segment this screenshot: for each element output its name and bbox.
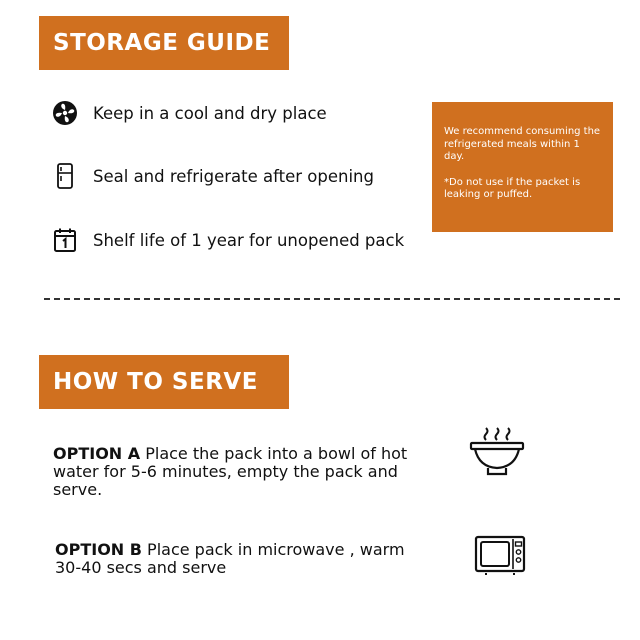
option-text: Place the pack into a bowl of hot water for 5-6 minutes, empty the pack and serve. — [53, 444, 408, 499]
note-warning: *Do not use if the packet is leaking or puffed. — [444, 176, 581, 200]
how-to-serve-title: HOW TO SERVE — [53, 369, 258, 395]
serve-option-b — [55, 541, 425, 577]
storage-guide-banner — [39, 16, 289, 70]
option-label: OPTION A — [53, 444, 141, 463]
storage-note-box — [432, 102, 613, 232]
storage-item-text: Seal and refrigerate after opening — [93, 166, 374, 186]
hot-bowl-icon — [466, 426, 528, 482]
storage-item-text: Keep in a cool and dry place — [93, 103, 327, 123]
section-divider — [44, 298, 620, 300]
option-label: OPTION B — [55, 540, 142, 559]
how-to-serve-banner — [39, 355, 289, 409]
serve-option-a — [53, 445, 433, 499]
storage-item-shelf-life — [52, 227, 404, 253]
storage-item-cool-dry — [52, 100, 327, 126]
note-recommendation: We recommend consuming the refrigerated meals within 1 day. — [444, 126, 601, 162]
storage-item-text: Shelf life of 1 year for unopened pack — [93, 230, 405, 250]
calendar-icon — [52, 227, 78, 253]
fridge-icon — [52, 163, 78, 189]
fan-icon — [52, 100, 78, 126]
microwave-icon — [474, 535, 526, 579]
storage-guide-title: STORAGE GUIDE — [53, 30, 271, 56]
option-text: Place pack in microwave , warm 30-40 secs and serve — [55, 540, 405, 577]
storage-item-refrigerate — [52, 163, 374, 189]
